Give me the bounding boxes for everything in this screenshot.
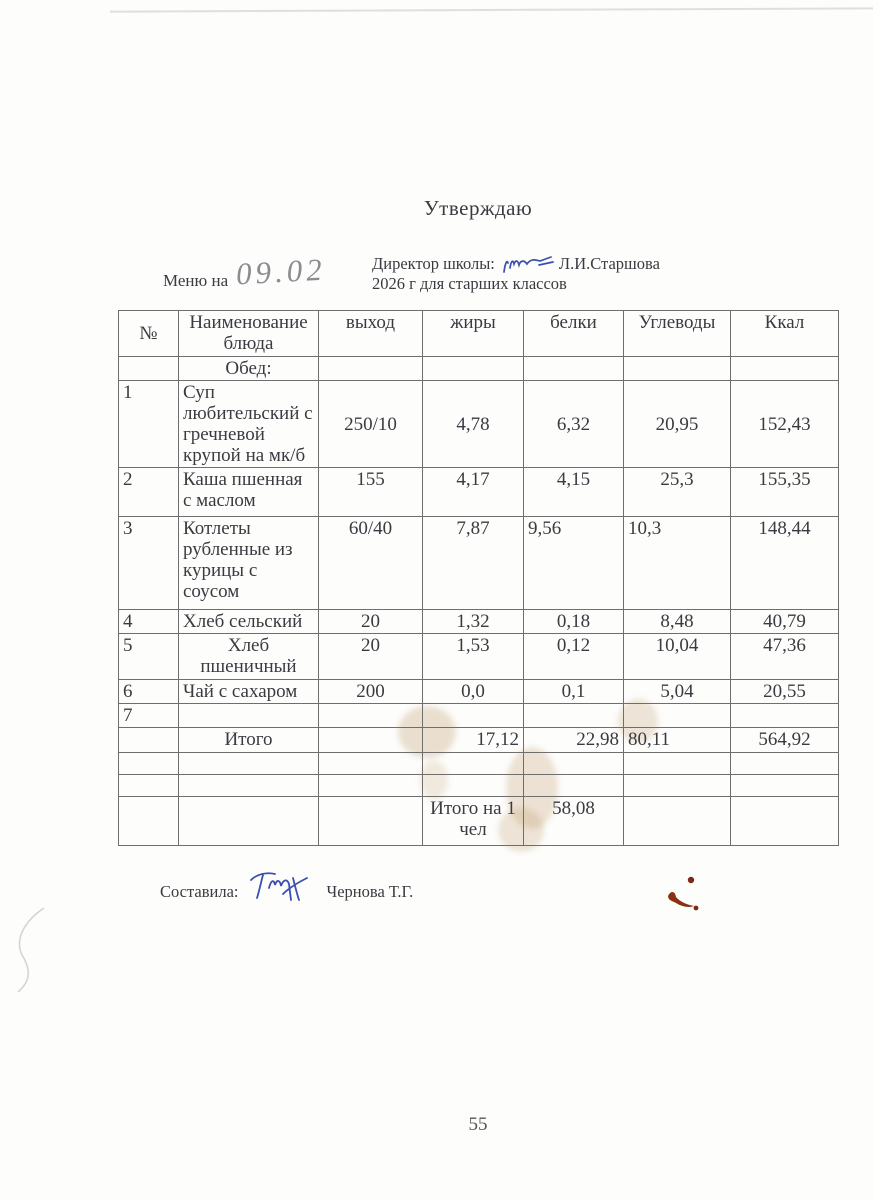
dish-carbs <box>624 704 731 728</box>
dish-protein: 0,18 <box>524 610 624 634</box>
dish-kcal: 148,44 <box>731 517 839 610</box>
director-block <box>372 252 702 294</box>
dish-kcal <box>731 704 839 728</box>
dish-carbs: 10,04 <box>624 634 731 680</box>
scan-crease-artifact <box>6 900 56 1000</box>
col-header-number: № <box>119 311 179 357</box>
totals-protein: 22,98 <box>524 728 624 753</box>
dish-name: Хлеб пшеничный <box>179 634 319 680</box>
director-name: Л.И.Старшова <box>558 254 660 273</box>
col-header-fats: жиры <box>423 311 524 357</box>
dish-out: 155 <box>319 468 423 517</box>
row-number: 6 <box>119 680 179 704</box>
dish-name: Суп любительский с гречневой крупой на мк/б <box>179 381 319 468</box>
director-signature <box>501 252 557 276</box>
table-row <box>119 634 839 680</box>
col-header-carbs: Углеводы <box>624 311 731 357</box>
empty-row <box>119 775 839 797</box>
dish-carbs: 5,04 <box>624 680 731 704</box>
per-person-value: 58,08 <box>524 797 624 846</box>
row-number: 3 <box>119 517 179 610</box>
dish-name: Котлеты рубленные из курицы с соусом <box>179 517 319 610</box>
dish-name: Каша пшенная с маслом <box>179 468 319 517</box>
table-row <box>119 610 839 634</box>
table-row <box>119 468 839 517</box>
dish-protein: 0,1 <box>524 680 624 704</box>
dish-fats: 4,17 <box>423 468 524 517</box>
compiled-label: Составила: <box>160 882 239 901</box>
totals-carbs: 80,11 <box>624 728 731 753</box>
dish-out <box>319 704 423 728</box>
col-header-out: выход <box>319 311 423 357</box>
table-row <box>119 517 839 610</box>
totals-kcal: 564,92 <box>731 728 839 753</box>
director-label: Директор школы: <box>372 254 495 273</box>
dish-protein: 6,32 <box>524 381 624 468</box>
row-number: 1 <box>119 381 179 468</box>
dish-carbs: 8,48 <box>624 610 731 634</box>
compiled-name: Чернова Т.Г. <box>326 882 414 901</box>
totals-fats: 17,12 <box>423 728 524 753</box>
row-number: 7 <box>119 704 179 728</box>
dish-fats: 1,32 <box>423 610 524 634</box>
table-row <box>119 381 839 468</box>
dish-protein: 0,12 <box>524 634 624 680</box>
dish-out: 20 <box>319 634 423 680</box>
dish-out: 60/40 <box>319 517 423 610</box>
row-number: 5 <box>119 634 179 680</box>
totals-row <box>119 728 839 753</box>
dish-fats: 7,87 <box>423 517 524 610</box>
dish-kcal: 152,43 <box>731 381 839 468</box>
totals-label: Итого <box>179 728 319 753</box>
dish-kcal: 40,79 <box>731 610 839 634</box>
col-header-kcal: Ккал <box>731 311 839 357</box>
dish-name <box>179 704 319 728</box>
table-header-row <box>119 311 839 357</box>
page-number: 55 <box>468 1114 488 1135</box>
handwritten-menu-date: 09.02 <box>235 251 327 292</box>
per-person-label: Итого на 1 чел <box>423 797 524 846</box>
approve-heading: Утверждаю <box>423 196 533 220</box>
row-number: 2 <box>119 468 179 517</box>
menu-on-label: Меню на <box>163 271 229 290</box>
dish-kcal: 155,35 <box>731 468 839 517</box>
subtitle: 2026 г для старших классов <box>372 274 567 293</box>
dish-out: 20 <box>319 610 423 634</box>
dish-kcal: 47,36 <box>731 634 839 680</box>
dish-protein <box>524 704 624 728</box>
dish-protein: 4,15 <box>524 468 624 517</box>
dish-fats: 0,0 <box>423 680 524 704</box>
dish-out: 250/10 <box>319 381 423 468</box>
dish-kcal: 20,55 <box>731 680 839 704</box>
empty-row <box>119 753 839 775</box>
dish-carbs: 25,3 <box>624 468 731 517</box>
table-row <box>119 704 839 728</box>
col-header-dish: Наименование блюда <box>179 311 319 357</box>
compiled-block <box>160 866 413 902</box>
per-person-row <box>119 797 839 846</box>
dish-fats: 1,53 <box>423 634 524 680</box>
paper-edge-line <box>110 7 873 12</box>
section-row <box>119 357 839 381</box>
dish-name: Хлеб сельский <box>179 610 319 634</box>
dish-name: Чай с сахаром <box>179 680 319 704</box>
dish-carbs: 20,95 <box>624 381 731 468</box>
dish-carbs: 10,3 <box>624 517 731 610</box>
table-row <box>119 680 839 704</box>
dish-fats <box>423 704 524 728</box>
row-number: 4 <box>119 610 179 634</box>
compiled-signature <box>247 866 317 908</box>
col-header-protein: белки <box>524 311 624 357</box>
ink-smudge-mark <box>660 870 710 920</box>
section-label: Обед: <box>179 357 319 381</box>
dish-protein: 9,56 <box>524 517 624 610</box>
dish-out: 200 <box>319 680 423 704</box>
menu-table <box>118 310 839 846</box>
dish-fats: 4,78 <box>423 381 524 468</box>
